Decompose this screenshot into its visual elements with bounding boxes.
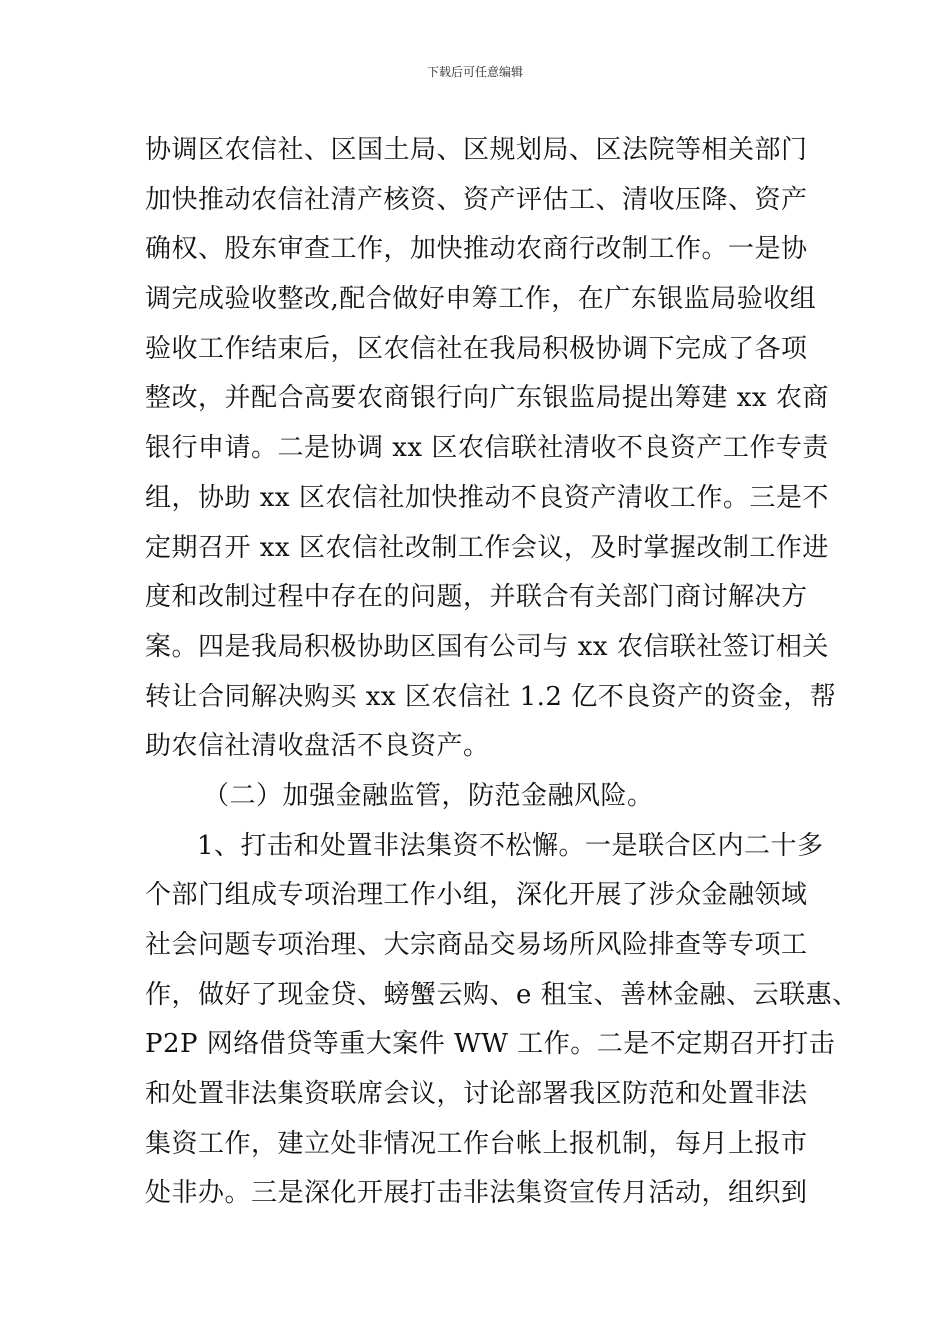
text-line: 验收工作结束后，区农信社在我局积极协调下完成了各项 (145, 333, 808, 364)
text-line: 银行申请。二是协调 xx 区农信联社清收不良资产工作专责 (145, 433, 829, 464)
section-heading: （二）加强金融监管，防范金融风险。 (203, 780, 654, 811)
text-line: 整改，并配合高要农商银行向广东银监局提出筹建 xx 农商 (145, 383, 829, 414)
text-line: 案。四是我局积极协助区国有公司与 xx 农信联社签订相关 (145, 631, 829, 662)
text-line: 集资工作，建立处非情况工作台帐上报机制，每月上报市 (145, 1128, 808, 1159)
text-line: 调完成验收整改,配合做好申筹工作，在广东银监局验收组 (145, 284, 817, 315)
text-line: 加快推动农信社清产核资、资产评估工、清收压降、资产 (145, 184, 808, 215)
text-line: 定期召开 xx 区农信社改制工作会议，及时掌握改制工作进 (145, 532, 829, 563)
text-line: 协调区农信社、区国土局、区规划局、区法院等相关部门 (145, 135, 808, 165)
text-line: 处非办。三是深化开展打击非法集资宣传月活动，组织到 (145, 1178, 808, 1209)
page-header: 下载后可任意编辑 (426, 65, 523, 79)
text-line: 确权、股东审查工作，加快推动农商行改制工作。一是协 (145, 234, 808, 265)
text-line: 转让合同解决购买 xx 区农信社 1.2 亿不良资产的资金，帮 (145, 681, 837, 712)
text-line: 和处置非法集资联席会议，讨论部署我区防范和处置非法 (145, 1079, 808, 1110)
paragraph-start-line: 1、打击和处置非法集资不松懈。一是联合区内二十多 (197, 830, 824, 861)
text-line: 社会问题专项治理、大宗商品交易场所风险排查等专项工 (145, 930, 808, 960)
text-line: 度和改制过程中存在的问题，并联合有关部门商讨解决方 (145, 582, 808, 613)
text-line: 助农信社清收盘活不良资产。 (145, 731, 490, 762)
text-line: 作，做好了现金贷、螃蟹云购、e 租宝、善林金融、云联惠、 (145, 979, 859, 1010)
document-body (145, 126, 859, 1219)
text-line: 组，协助 xx 区农信社加快推动不良资产清收工作。三是不 (145, 482, 829, 513)
text-line: P2P 网络借贷等重大案件 WW 工作。二是不定期召开打击 (145, 1029, 836, 1060)
text-line: 个部门组成专项治理工作小组，深化开展了涉众金融领域 (145, 880, 808, 911)
